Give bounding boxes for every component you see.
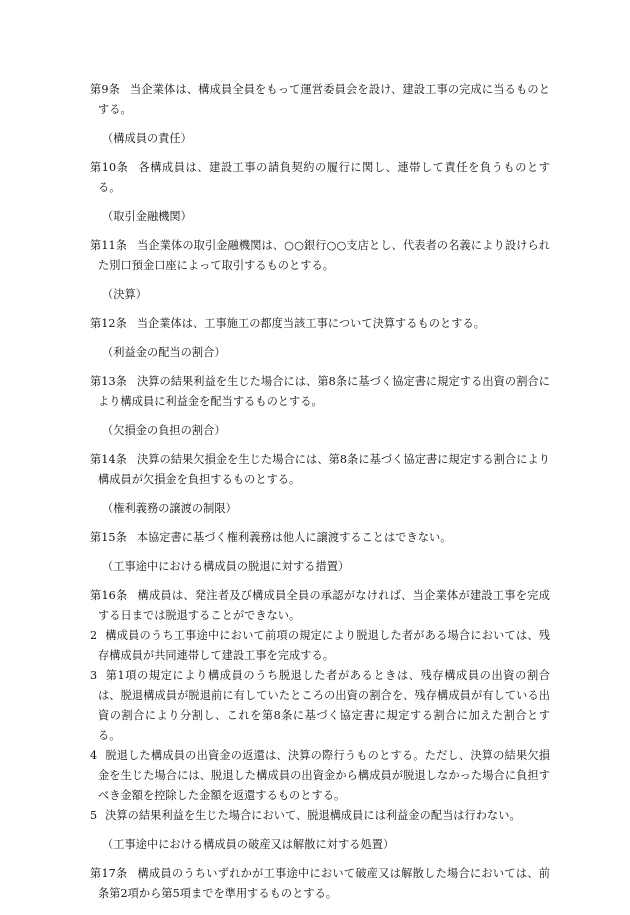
- paragraph-number: 2: [90, 629, 98, 642]
- article-number: 第15条: [90, 531, 127, 544]
- paragraph-number: 4: [90, 749, 98, 762]
- article-text: 決算の結果利益を生じた場合には、第8条に基づく協定書に規定する出資の割合により構成員に利益金を配当するものとする。: [98, 375, 550, 408]
- article-text: 当企業体は、工事施工の都度当該工事について決算するものとする。: [136, 317, 485, 330]
- article-text: 当企業体の取引金融機関は、○○銀行○○支店とし、代表者の名義により設けられた別口預金口座によって取引するものとする。: [98, 239, 551, 272]
- article-text: 本協定書に基づく権利義務は他人に譲渡することはできない。: [136, 531, 452, 544]
- article-text: 構成員のうちいずれかが工事途中において破産又は解散した場合においては、前条第2項から第5項までを準用するものとする。: [98, 867, 550, 900]
- article-heading: （決算）: [102, 288, 147, 301]
- paragraph-5: [90, 806, 550, 826]
- paragraph-4: [90, 746, 550, 806]
- article-number: 第11条: [90, 239, 128, 252]
- paragraph-2: [90, 626, 550, 666]
- article-number: 第14条: [90, 453, 127, 466]
- article-text: 構成員は、発注者及び構成員全員の承認がなければ、当企業体が建設工事を完成する日までは脱退することができない。: [98, 589, 550, 622]
- paragraph-number: 5: [90, 809, 98, 822]
- article-16-group: [90, 586, 550, 826]
- article-heading: （利益金の配当の割合）: [102, 346, 226, 359]
- paragraph-text: 脱退した構成員の出資金の返還は、決算の際行うものとする。ただし、決算の結果欠損金を生じた場合には、脱退した構成員の出資金から構成員が脱退しなかった場合に負担すべき金額を控除した金額を返還するものとする。: [98, 749, 550, 802]
- article-12: [90, 314, 550, 334]
- article-text: 決算の結果欠損金を生じた場合には、第8条に基づく協定書に規定する割合により構成員が欠損金を負担するものとする。: [98, 453, 550, 486]
- article-17: [90, 864, 550, 904]
- article-16: [90, 586, 550, 626]
- article-heading: （工事途中における構成員の脱退に対する措置）: [102, 560, 350, 573]
- article-number: 第9条: [90, 83, 121, 96]
- article-heading: （欠損金の負担の割合）: [102, 424, 226, 437]
- paragraph-text: 第1項の規定により構成員のうち脱退した者があるときは、残存構成員の出資の割合は、脱退構成員が脱退前に有していたところの出資の割合を、残存構成員が有している出資の割合により分割し、これを第8条に基づく協定書に規定する割合に加えた割合とする。: [98, 669, 550, 742]
- article-11: [90, 236, 550, 276]
- article-heading: （工事途中における構成員の破産又は解散に対する処置）: [102, 838, 395, 851]
- document-body: [90, 80, 550, 913]
- article-number: 第13条: [90, 375, 127, 388]
- paragraph-text: 決算の結果利益を生じた場合において、脱退構成員には利益金の配当は行わない。: [105, 809, 521, 822]
- article-number: 第17条: [90, 867, 128, 880]
- article-15: [90, 528, 550, 548]
- article-14: [90, 450, 550, 490]
- article-9: [90, 80, 550, 120]
- article-heading: （取引金融機関）: [102, 210, 192, 223]
- article-heading: （構成員の責任）: [102, 132, 192, 145]
- article-number: 第16条: [90, 589, 128, 602]
- article-13: [90, 372, 550, 412]
- paragraph-3: [90, 666, 550, 746]
- article-text: 各構成員は、建設工事の請負契約の履行に関し、連帯して責任を負うものとする。: [98, 161, 550, 194]
- paragraph-text: 構成員のうち工事途中において前項の規定により脱退した者がある場合においては、残存構成員が共同連帯して建設工事を完成する。: [98, 629, 550, 662]
- article-heading: （権利義務の譲渡の制限）: [102, 502, 237, 515]
- article-text: 当企業体は、構成員全員をもって運営委員会を設け、建設工事の完成に当るものとする。: [98, 83, 550, 116]
- article-number: 第12条: [90, 317, 127, 330]
- paragraph-number: 3: [90, 669, 98, 682]
- article-10: [90, 158, 550, 198]
- article-number: 第10条: [90, 161, 129, 174]
